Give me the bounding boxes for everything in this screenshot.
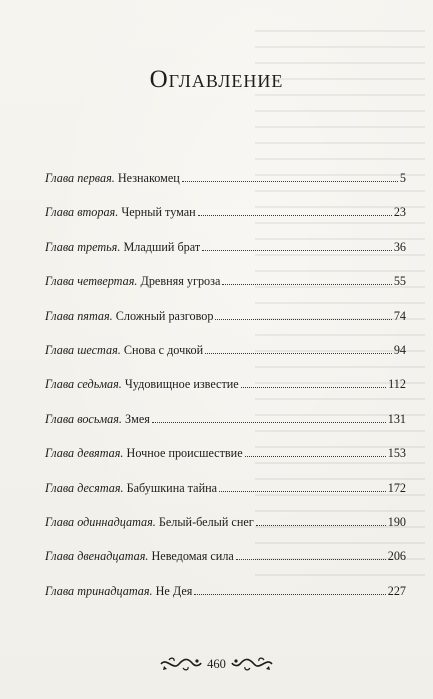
page-number: 206 (387, 549, 406, 564)
dot-leader (219, 491, 386, 492)
chapter-title: Снова с дочкой (123, 342, 204, 357)
toc-entry-label (45, 376, 239, 392)
chapter-title: Чудовищное известие (124, 377, 239, 392)
toc-entry[interactable] (45, 273, 406, 307)
dot-leader (205, 353, 392, 354)
dot-leader (245, 456, 386, 457)
table-of-contents (45, 170, 406, 617)
dot-leader (236, 559, 386, 560)
toc-entry[interactable] (45, 411, 406, 445)
toc-entry-label (45, 308, 213, 324)
folio-page-number: 460 (207, 656, 226, 671)
toc-entry[interactable] (45, 204, 406, 238)
toc-entry[interactable] (45, 170, 406, 204)
dot-leader (198, 215, 392, 216)
page-number: 55 (393, 274, 406, 289)
page-number: 131 (387, 411, 406, 426)
toc-entry[interactable] (45, 583, 406, 617)
toc-entry-label (45, 480, 217, 496)
chapter-number: Глава седьмая. (45, 377, 122, 392)
page-number: 172 (387, 480, 406, 495)
toc-entry-label (45, 170, 180, 186)
chapter-title: Бабушкина тайна (126, 480, 218, 495)
page-number: 74 (393, 308, 406, 323)
chapter-title: Ночное происшествие (126, 446, 243, 461)
page-number: 23 (393, 205, 406, 220)
toc-entry[interactable] (45, 342, 406, 376)
toc-entry-label (45, 445, 243, 461)
page-number: 94 (393, 342, 406, 357)
ornament-flourish-icon (230, 655, 274, 673)
page-number: 227 (387, 583, 406, 598)
chapter-number: Глава тринадцатая. (45, 583, 153, 598)
chapter-number: Глава четвертая. (45, 274, 138, 289)
chapter-number: Глава вторая. (45, 205, 119, 220)
chapter-number: Глава десятая. (45, 480, 124, 495)
toc-entry[interactable] (45, 239, 406, 273)
ornament-flourish-icon (159, 655, 203, 673)
page-number: 5 (399, 171, 406, 185)
dot-leader (194, 594, 385, 595)
chapter-title: Черный туман (121, 205, 196, 220)
dot-leader (215, 319, 391, 320)
chapter-number: Глава девятая. (45, 446, 124, 461)
chapter-number: Глава двенадцатая. (45, 549, 149, 564)
dot-leader (182, 181, 398, 182)
page-footer (0, 652, 433, 676)
chapter-title: Неведомая сила (151, 549, 234, 564)
page-number: 153 (387, 446, 406, 461)
chapter-number: Глава шестая. (45, 342, 121, 357)
chapter-number: Глава восьмая. (45, 411, 122, 426)
toc-entry-label (45, 583, 192, 599)
chapter-title: Незнакомец (117, 171, 180, 185)
toc-entry[interactable] (45, 548, 406, 582)
page-number: 112 (388, 377, 406, 392)
toc-entry-label (45, 514, 254, 530)
dot-leader (222, 284, 391, 285)
chapter-title: Не Дея (155, 583, 193, 598)
toc-entry-label (45, 204, 196, 220)
dot-leader (152, 422, 386, 423)
toc-entry[interactable] (45, 514, 406, 548)
chapter-title: Древняя угроза (140, 274, 221, 289)
dot-leader (202, 250, 392, 251)
toc-entry-label (45, 239, 200, 255)
chapter-title: Сложный разговор (115, 308, 214, 323)
page-number: 36 (393, 239, 406, 254)
page-title: Оглавление (149, 65, 284, 93)
chapter-title: Белый-белый снег (158, 514, 254, 529)
toc-entry[interactable] (45, 480, 406, 514)
toc-entry[interactable] (45, 445, 406, 479)
toc-entry-label (45, 342, 203, 358)
chapter-number: Глава одиннадцатая. (45, 514, 156, 529)
chapter-title: Змея (125, 411, 150, 426)
chapter-number: Глава пятая. (45, 308, 113, 323)
chapter-number: Глава первая. (45, 171, 115, 185)
toc-entry-label (45, 548, 234, 564)
page-number: 190 (387, 514, 406, 529)
dot-leader (256, 525, 386, 526)
chapter-number: Глава третья. (45, 239, 121, 254)
toc-entry[interactable] (45, 376, 406, 410)
dot-leader (241, 387, 386, 388)
toc-entry-label (45, 411, 150, 427)
chapter-title: Младший брат (123, 239, 201, 254)
toc-entry[interactable] (45, 308, 406, 342)
toc-entry-label (45, 273, 220, 289)
